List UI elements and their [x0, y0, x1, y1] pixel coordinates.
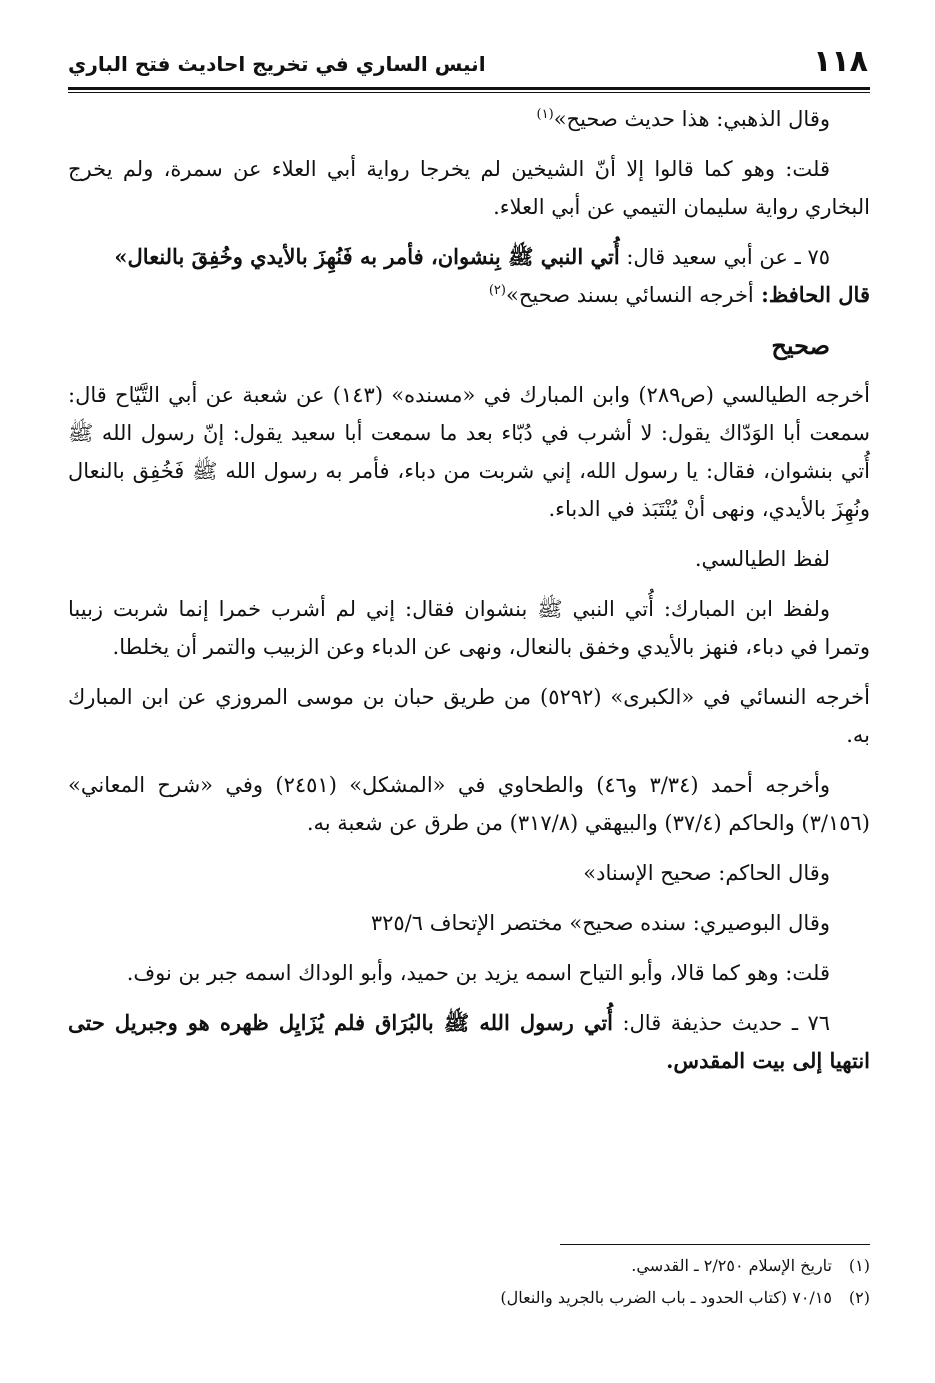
- footnote-1: [68, 1250, 870, 1282]
- hafiz-label: قال الحافظ:: [753, 282, 870, 307]
- footnote-text: ٧٠/١٥ (كتاب الحدود ـ باب الضرب بالجريد والنعال): [500, 1288, 832, 1307]
- hafiz-text: أخرجه النسائي بسند صحيح»: [505, 283, 754, 307]
- footnote-text: تاريخ الإسلام ٢/٢٥٠ ـ القدسي.: [631, 1256, 832, 1275]
- footnote-number: (٢): [848, 1288, 870, 1307]
- footnote-number: (١): [848, 1256, 870, 1275]
- hadith-text-75: أُتي النبي ﷺ بِنشوان، فأمر به فَنُهِزَ بالأيدي وخُفِقَ بالنعال»: [114, 244, 620, 269]
- paragraph-takhrij: أخرجه الطيالسي (ص٢٨٩) وابن المبارك في «مسنده» (١٤٣) عن شعبة عن أبي التَّيّاح قال: سمعت أبا الوَدّاك يقول: لا أشرب في دُبّاء بعد ما سمعت أبا سعيد يقول: إنّ رسول الله ﷺ أُتي بنشوان، فقال: يا رسول الله، إني شربت من دباء، فأمر به رسول الله ﷺ فَخُفِق بالنعال ونُهِزَ بالأيدي، ونهى أنْ يُنْتَبَذ في الدباء.: [68, 383, 870, 521]
- paragraph-qultu-1: قلت: وهو كما قالوا إلا أنّ الشيخين لم يخرجا رواية أبي العلاء عن سمرة، ولم يخرج البخاري رواية سليمان التيمي عن أبي العلاء.: [68, 157, 870, 219]
- header-rule-thin: [68, 92, 870, 93]
- hadith-76: [68, 1004, 870, 1080]
- footnote-2: [68, 1282, 870, 1314]
- hadith-text-76: أُتي رسول الله ﷺ بالبُرَاق فلم يُزَايِل ظهره هو وجبريل حتى انتهيا إلى بيت المقدس.: [68, 1010, 870, 1073]
- page-body: [68, 100, 870, 1092]
- paragraph-nasai: أخرجه النسائي في «الكبرى» (٥٢٩٢) من طريق حبان بن موسى المروزي عن ابن المبارك به.: [68, 685, 870, 747]
- paragraph-ahmad: وأخرجه أحمد (٣/٣٤ و٤٦) والطحاوي في «المشكل» (٢٤٥١) وفي «شرح المعاني» (٣/١٥٦) والحاكم (٣٧/٤) والبيهقي (٣١٧/٨) من طرق عن شعبة به.: [68, 773, 870, 835]
- paragraph-qultu-2: قلت: وهو كما قالا، وأبو التياح اسمه يزيد بن حميد، وأبو الوداك اسمه جبر بن نوف.: [126, 961, 830, 985]
- paragraph-busiri: وقال البوصيري: سنده صحيح» مختصر الإتحاف ٣٢٥/٦: [370, 911, 830, 935]
- footnotes: [68, 1250, 870, 1314]
- header-rule: [68, 87, 870, 90]
- paragraph-hakim: وقال الحاكم: صحيح الإسناد»: [583, 861, 830, 885]
- paragraph-lafz-mubarak: ولفظ ابن المبارك: أُتي النبي ﷺ بنشوان فقال: إني لم أشرب خمرا إنما شربت زبيبا وتمرا في دباء، فنهز بالأيدي وخفق بالنعال، ونهى عن الدباء وعن الزبيب والتمر أن يخلطا.: [68, 597, 870, 659]
- running-title: انيس الساري في تخريج احاديث فتح الباري: [68, 52, 486, 76]
- footnote-ref-2: (٢): [488, 283, 506, 298]
- page-number: ١١٨: [813, 44, 868, 79]
- paragraph-dhahabi: [68, 100, 870, 138]
- footnote-ref-1: (١): [536, 107, 554, 122]
- paragraph-text: وقال الذهبي: هذا حديث صحيح»: [553, 107, 830, 131]
- paragraph-lafz-tayalisi: لفظ الطيالسي.: [694, 547, 830, 571]
- hadith-number-75: ٧٥ ـ عن أبي سعيد قال:: [619, 245, 830, 269]
- hadith-number-76: ٧٦ ـ حديث حذيفة قال:: [613, 1011, 830, 1035]
- footnote-separator: [560, 1244, 870, 1245]
- page-header: [68, 44, 868, 92]
- hadith-75: [68, 238, 870, 314]
- grade-heading: صحيح: [771, 331, 830, 360]
